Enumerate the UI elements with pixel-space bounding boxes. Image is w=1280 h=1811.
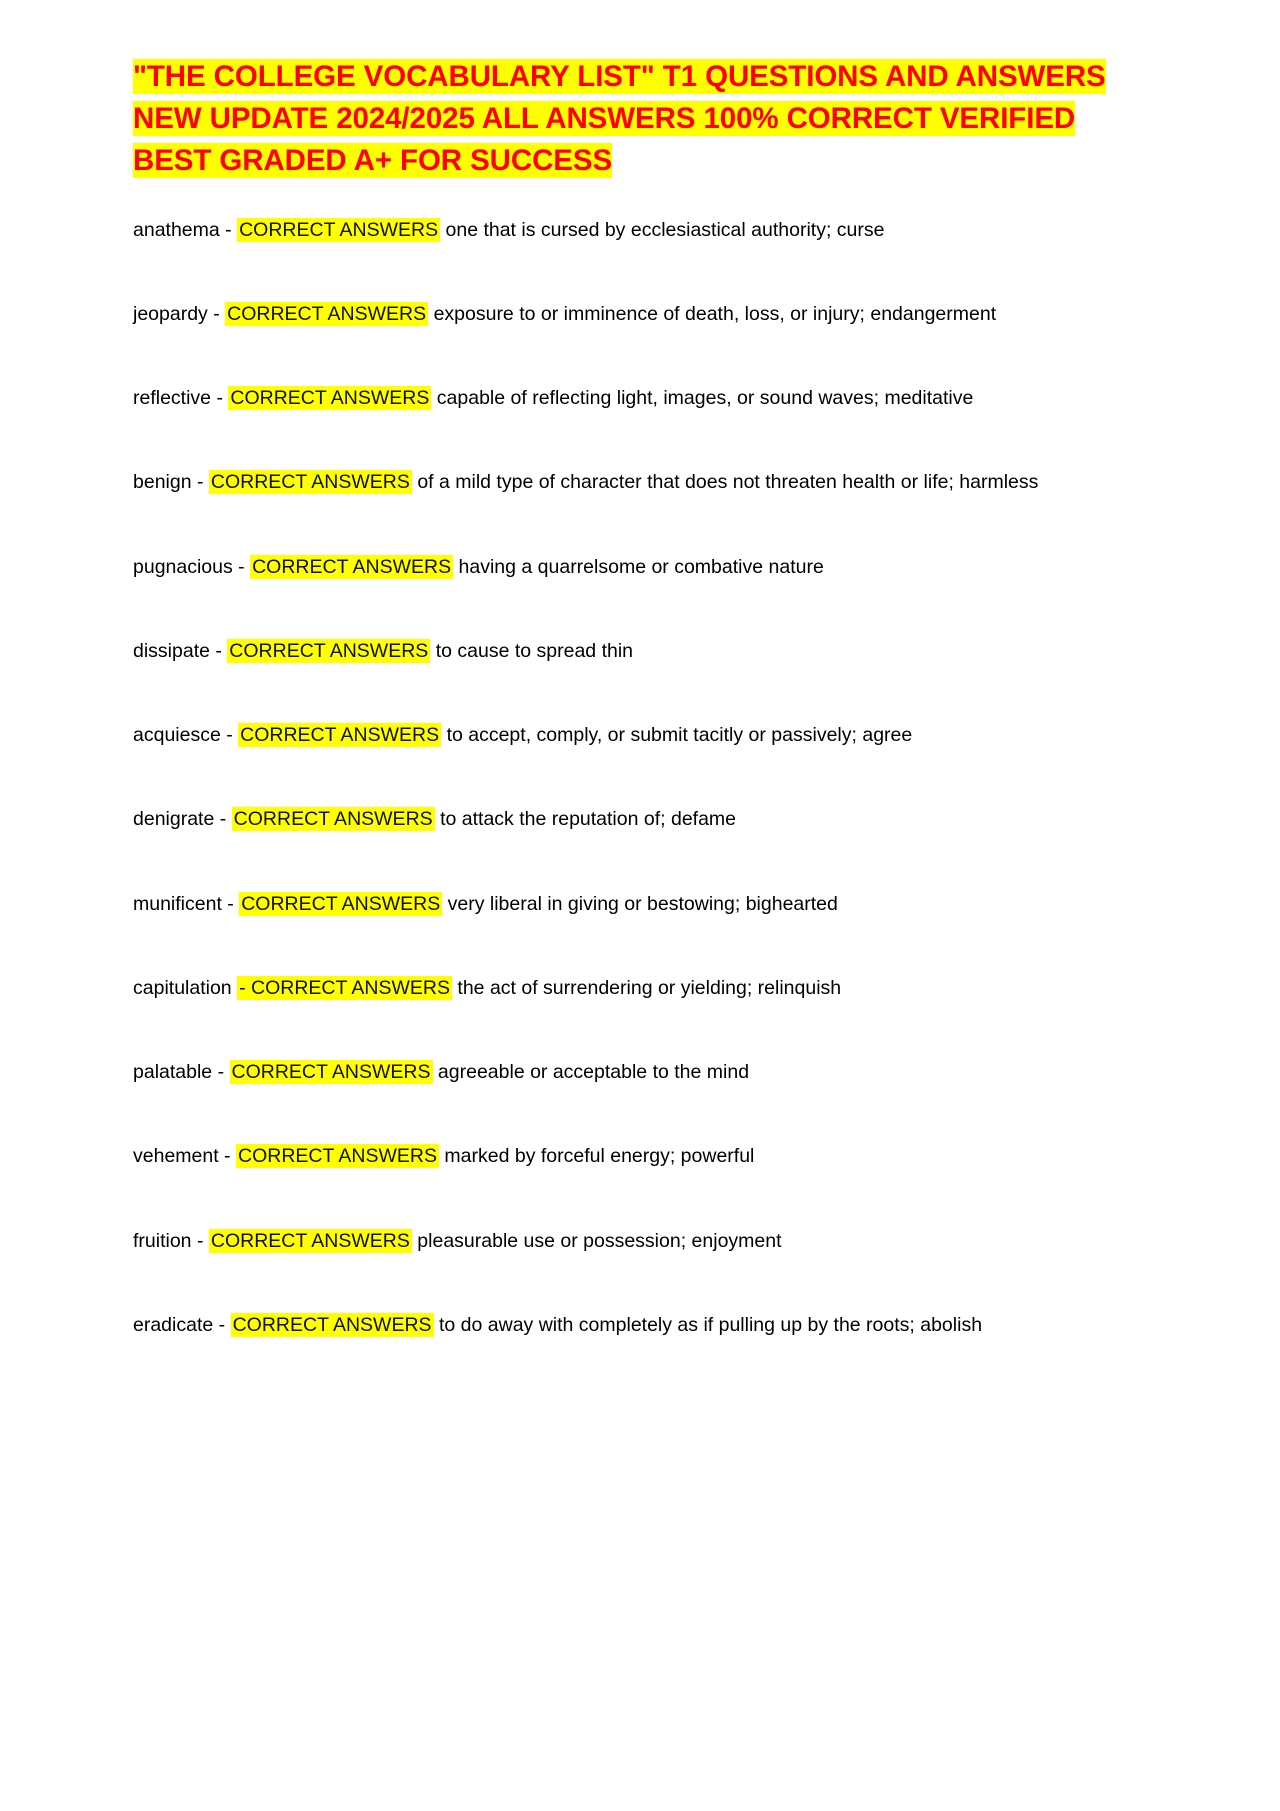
list-item: [133, 1058, 1150, 1087]
vocab-term: pugnacious -: [133, 555, 245, 578]
page-title-highlight: "THE COLLEGE VOCABULARY LIST" T1 QUESTIONS AND ANSWERS NEW UPDATE 2024/2025 ALL ANSWERS 100% CORRECT VERIFIED BEST GRADED A+ FOR SUCCESS: [133, 60, 1106, 177]
vocab-term: munificent -: [133, 892, 234, 915]
vocab-definition: having a quarrelsome or combative nature: [458, 555, 824, 578]
vocab-term: dissipate -: [133, 639, 222, 662]
correct-answers-marker: CORRECT ANSWERS: [237, 1145, 437, 1168]
vocab-definition: to do away with completely as if pulling up by the roots; abolish: [438, 1313, 983, 1336]
correct-answers-marker: CORRECT ANSWERS: [241, 892, 441, 915]
list-item: [133, 1227, 1150, 1256]
list-item: [133, 384, 1150, 413]
vocab-definition: agreeable or acceptable to the mind: [437, 1061, 750, 1084]
vocab-definition: pleasurable use or possession; enjoyment: [417, 1229, 782, 1252]
vocab-definition: to attack the reputation of; defame: [440, 808, 737, 831]
correct-answers-marker: CORRECT ANSWERS: [210, 471, 410, 494]
vocab-definition: very liberal in giving or bestowing; bighearted: [447, 892, 838, 915]
list-item: [133, 974, 1150, 1003]
correct-answers-marker: CORRECT ANSWERS: [231, 1061, 431, 1084]
vocab-definition: capable of reflecting light, images, or sound waves; meditative: [436, 387, 974, 410]
correct-answers-marker: CORRECT ANSWERS: [232, 1313, 432, 1336]
vocab-definition: one that is cursed by ecclesiastical authority; curse: [445, 218, 885, 241]
vocab-term: jeopardy -: [133, 302, 220, 325]
vocab-definition: to accept, comply, or submit tacitly or passively; agree: [446, 724, 913, 747]
vocab-term: denigrate -: [133, 808, 227, 831]
correct-answers-marker: CORRECT ANSWERS: [252, 555, 452, 578]
correct-answers-marker: CORRECT ANSWERS: [233, 808, 433, 831]
vocab-term: acquiesce -: [133, 724, 233, 747]
vocab-definition: marked by forceful energy; powerful: [444, 1145, 755, 1168]
vocab-term: fruition -: [133, 1229, 204, 1252]
correct-answers-marker: - CORRECT ANSWERS: [239, 976, 450, 999]
vocab-term: vehement -: [133, 1145, 231, 1168]
vocab-definition: of a mild type of character that does not threaten health or life; harmless: [417, 471, 1039, 494]
correct-answers-marker: CORRECT ANSWERS: [210, 1229, 410, 1252]
vocab-term: capitulation: [133, 976, 232, 999]
list-item: [133, 1311, 1150, 1340]
vocab-term: anathema -: [133, 218, 232, 241]
list-item: [133, 1142, 1150, 1171]
correct-answers-marker: CORRECT ANSWERS: [229, 639, 429, 662]
vocab-definition: exposure to or imminence of death, loss, or injury; endangerment: [433, 302, 997, 325]
list-item: [133, 216, 1150, 245]
correct-answers-marker: CORRECT ANSWERS: [227, 302, 427, 325]
page-title: [133, 56, 1150, 182]
vocabulary-list: [133, 216, 1150, 1341]
list-item: [133, 637, 1150, 666]
vocab-term: palatable -: [133, 1061, 225, 1084]
vocab-definition: the act of surrendering or yielding; relinquish: [457, 976, 842, 999]
list-item: [133, 890, 1150, 919]
correct-answers-marker: CORRECT ANSWERS: [230, 387, 430, 410]
vocab-term: reflective -: [133, 387, 223, 410]
list-item: [133, 553, 1150, 582]
vocab-definition: to cause to spread thin: [435, 639, 634, 662]
vocab-term: eradicate -: [133, 1313, 226, 1336]
list-item: [133, 721, 1150, 750]
correct-answers-marker: CORRECT ANSWERS: [239, 218, 439, 241]
correct-answers-marker: CORRECT ANSWERS: [240, 724, 440, 747]
list-item: [133, 468, 1150, 497]
vocab-term: benign -: [133, 471, 204, 494]
list-item: [133, 300, 1150, 329]
list-item: [133, 805, 1150, 834]
